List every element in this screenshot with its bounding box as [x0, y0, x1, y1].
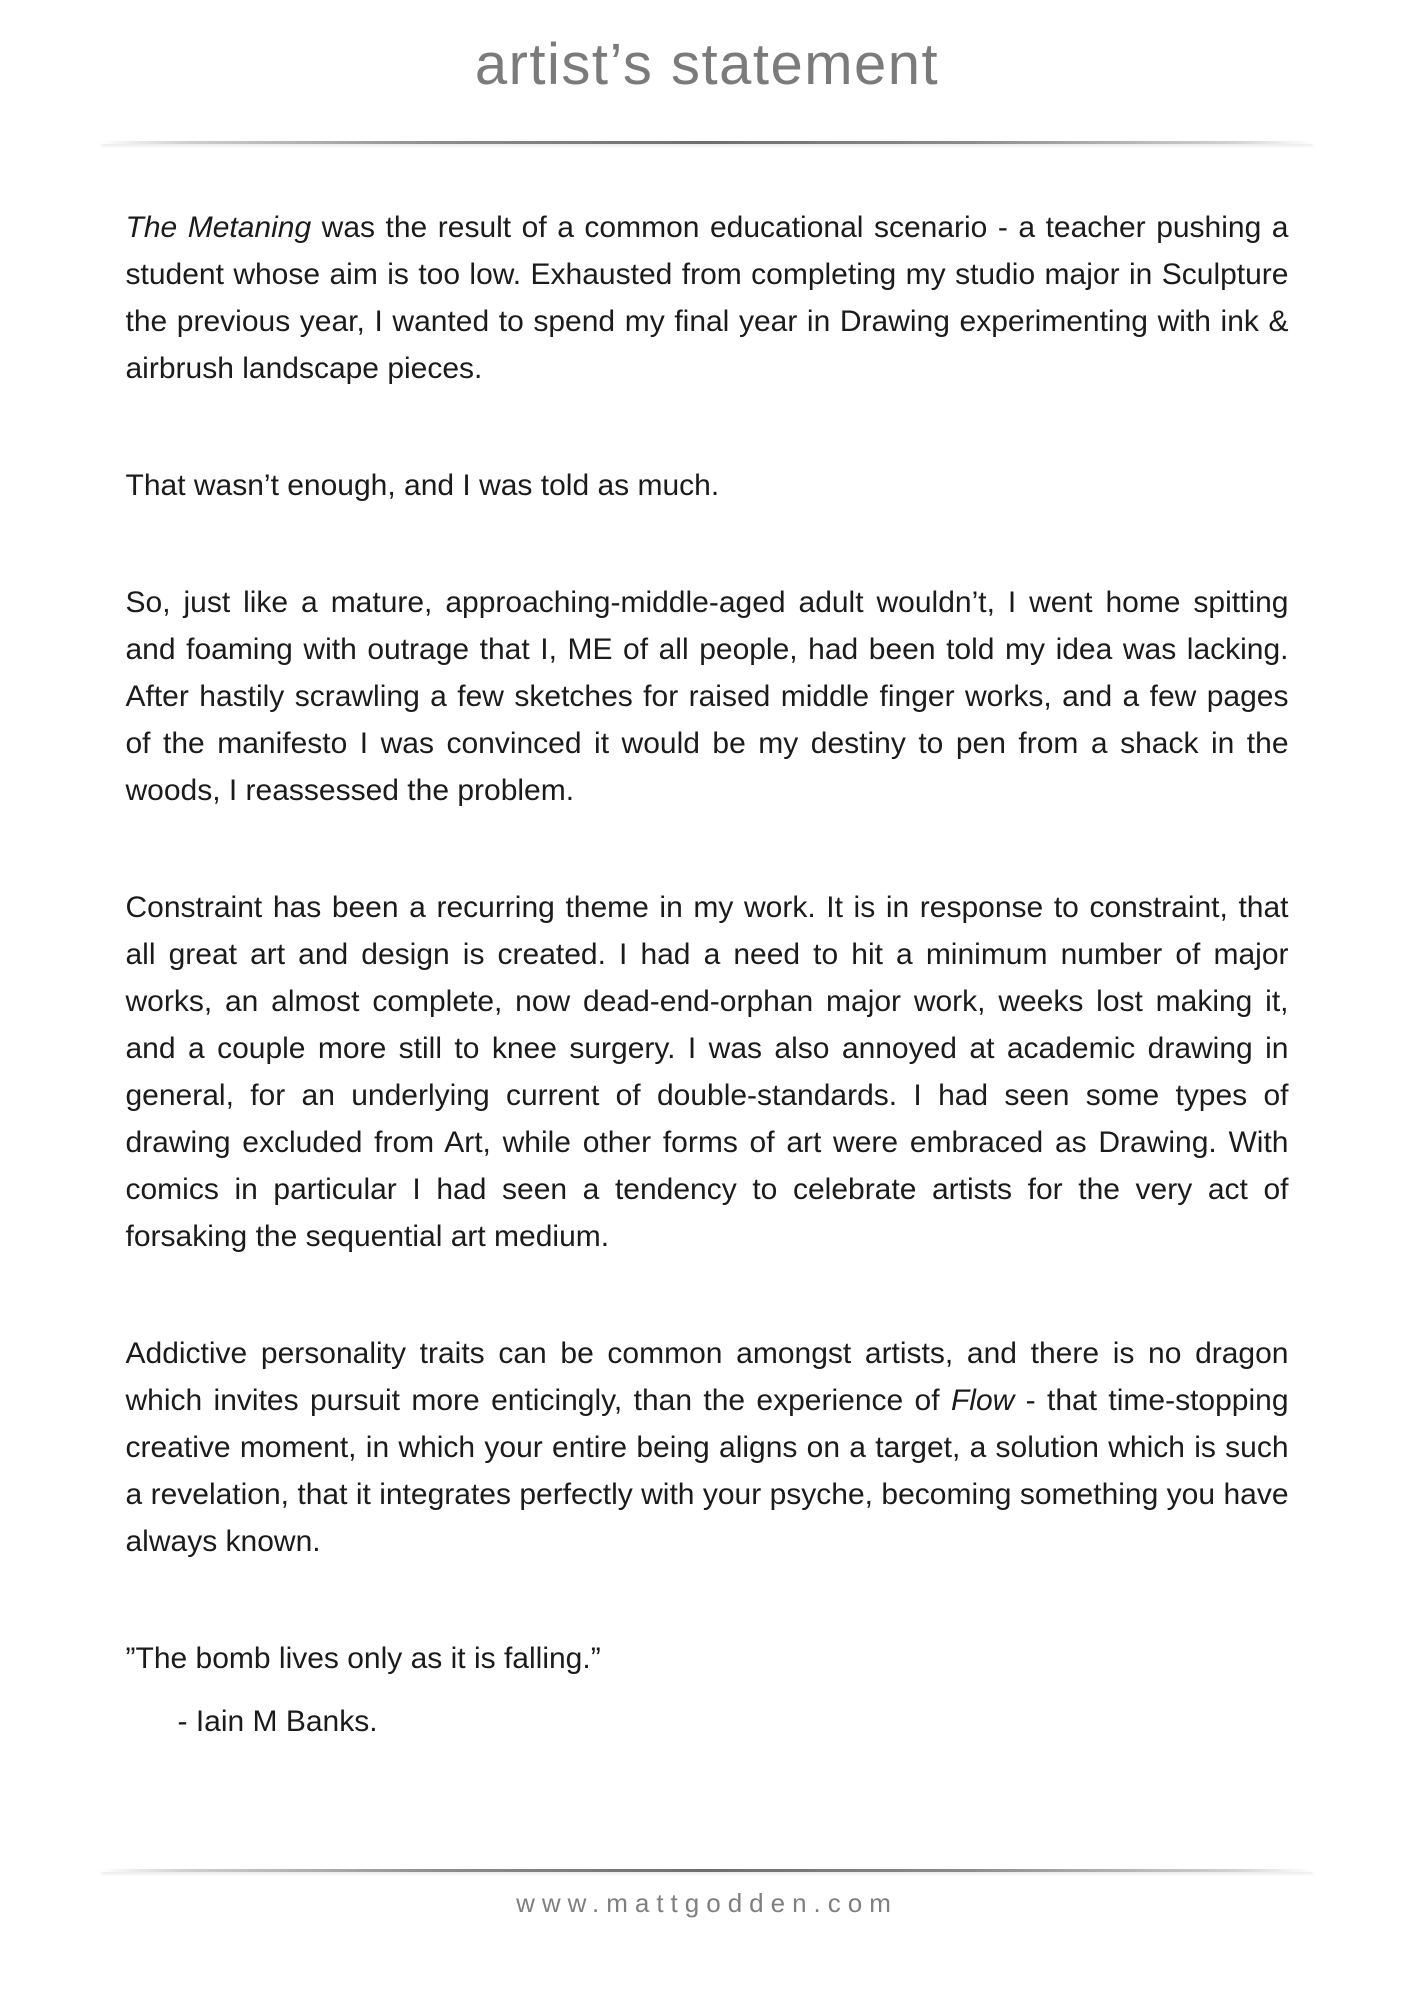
- text-segment: - Iain M Banks.: [177, 1705, 378, 1738]
- text-segment: Constraint has been a recurring theme in my work. It is in response to constraint, that all great art and design is created. I had a need to hit a minimum number of major works, an almost complete, now dead-end-orphan major work, weeks lost making it, and a couple more still to knee surgery. I was also annoyed at academic drawing in general, for an underlying current of double-standards. I had seen some types of drawing excluded from Art, while other forms of art were embraced as Drawing. With comics in particular I had seen a tendency to celebrate artists for the very act of forsaking the sequential art medium.: [125, 891, 1289, 1253]
- statement-body: [126, 144, 1289, 1745]
- italic-phrase: Flow: [950, 1384, 1015, 1417]
- statement-paragraph: [126, 1330, 1289, 1565]
- text-segment: So, just like a mature, approaching-middle-aged adult wouldn’t, I went home spitting and foaming with outrage that I, ME of all people, had been told my idea was lacking. After hastily scrawling a few sketches for raised middle finger works, and a few pages of the manifesto I was convinced it would be my destiny to pen from a shack in the woods, I reassessed the problem.: [125, 586, 1289, 807]
- footer-url[interactable]: www.mattgodden.com: [516, 1888, 898, 1918]
- statement-paragraph: [126, 462, 1289, 509]
- text-segment: - that time-stopping creative moment, in which your entire being aligns on a target, a solution which is such a revelation, that it integrates perfectly with your psyche, becoming something you have always known.: [125, 1384, 1289, 1558]
- text-segment: That wasn’t enough, and I was told as much.: [125, 469, 720, 502]
- text-segment: was the result of a common educational scenario - a teacher pushing a student whose aim is too low. Exhausted from completing my studio major in Sculpture the previous year, I wanted to spend my final year in Drawing experimenting with ink & airbrush landscape pieces.: [125, 211, 1289, 385]
- statement-paragraph: [126, 884, 1289, 1260]
- quote-attribution: [126, 1698, 1289, 1745]
- text-segment: Addictive personality traits can be common amongst artists, and there is no dragon which invites pursuit more enticingly, than the experience of: [125, 1337, 1289, 1417]
- quote-line: [126, 1635, 1289, 1682]
- italic-phrase: The Metaning: [125, 211, 312, 244]
- footer-divider: [100, 1869, 1314, 1872]
- text-segment: ”The bomb lives only as it is falling.”: [125, 1642, 601, 1675]
- page-title: artist’s statement: [474, 32, 940, 97]
- statement-paragraph: [126, 204, 1289, 392]
- page-footer: [0, 1869, 1414, 1919]
- statement-paragraph: [126, 579, 1289, 814]
